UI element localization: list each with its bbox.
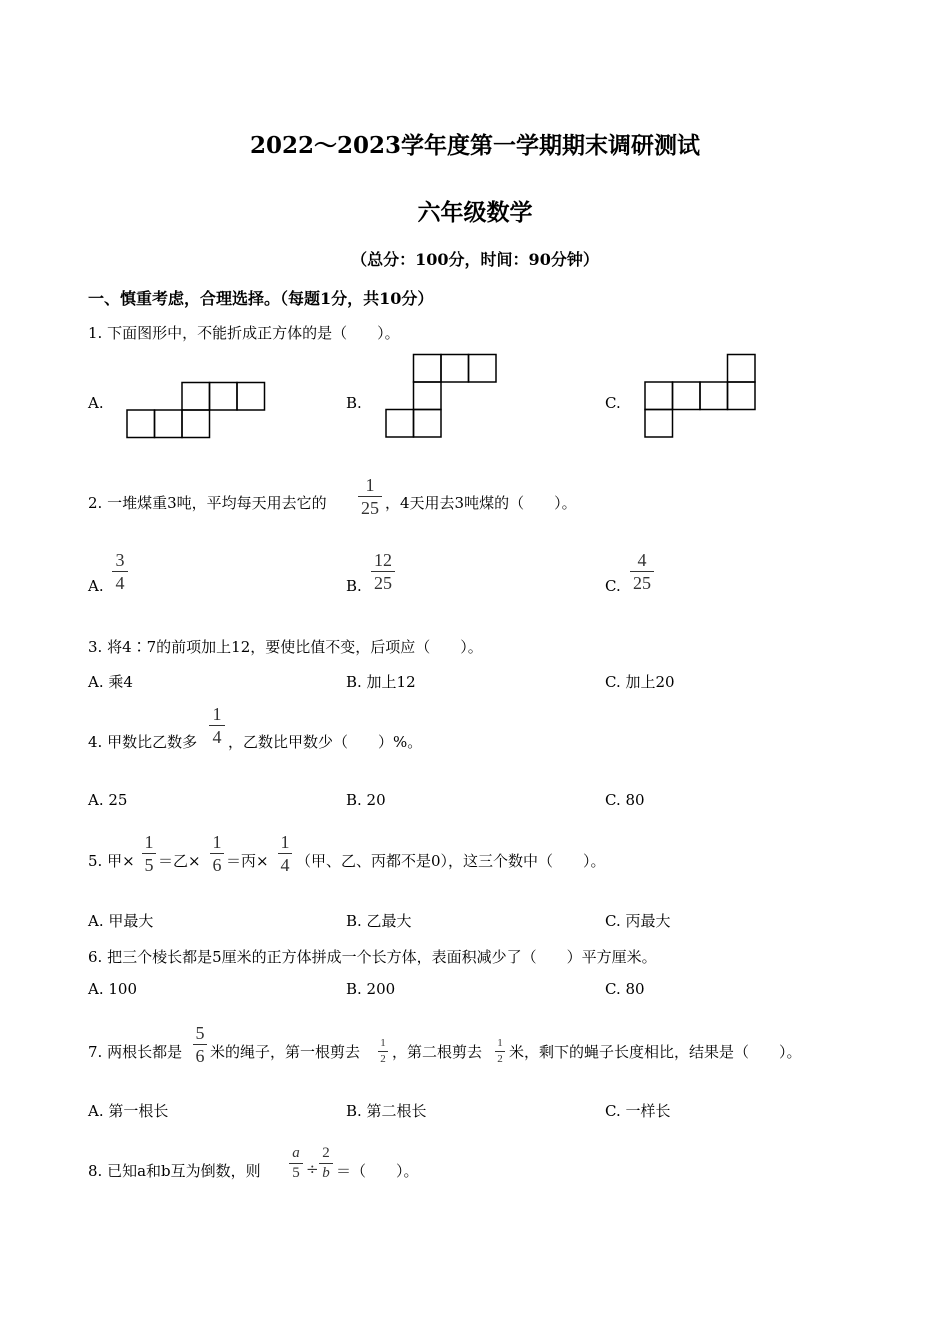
section-heading: 一、慎重考虑，合理选择。（每题1分，共10分） (88, 289, 434, 308)
q4-fraction (209, 705, 225, 746)
q4-fraction-den: 4 (212, 727, 222, 747)
q3-option-a[interactable]: A. 乘4 (88, 673, 133, 691)
question-3: 3. 将4∶7的前项加上12，要使比值不变，后项应（ ）。 (88, 638, 483, 656)
q8-divide-sign: ÷ (306, 1160, 319, 1178)
q7-f2-num: 1 (380, 1037, 386, 1049)
q3-option-b[interactable]: B. 加上12 (346, 673, 416, 691)
q7-option-a[interactable]: A. 第一根长 (88, 1102, 169, 1120)
q1-option-b[interactable]: B. (346, 394, 362, 412)
q7-f2-den: 2 (380, 1053, 386, 1065)
q7-fraction-3 (495, 1038, 505, 1065)
q4-option-c[interactable]: C. 80 (605, 791, 645, 809)
question-7-part1: 7. 两根长都是 (88, 1043, 183, 1061)
page-title: 2022～2023学年度第一学期期末调研测试 (249, 132, 701, 159)
q2-option-a-fraction (112, 551, 128, 592)
q8-f2-den: b (322, 1165, 330, 1181)
q5-f1-num: 1 (144, 832, 154, 852)
q7-fraction-2 (378, 1038, 388, 1065)
q1-net-b (384, 353, 500, 441)
page-subtitle: 六年级数学 (417, 199, 533, 226)
q2-fraction-num: 1 (365, 475, 375, 495)
question-4-tail: ，乙数比甲数少（ ）%。 (228, 733, 423, 751)
question-6: 6. 把三个棱长都是5厘米的正方体拼成一个长方体，表面积减少了（ ）平方厘米。 (88, 948, 657, 966)
q8-f1-num: a (292, 1145, 300, 1161)
q2-b-num: 12 (374, 550, 392, 570)
q2-a-num: 3 (115, 550, 125, 570)
q7-fraction-1 (193, 1024, 207, 1065)
q2-option-b-fraction (371, 551, 395, 592)
question-7-part2: 米的绳子，第一根剪去 (210, 1043, 361, 1061)
question-8-part1: 8. 已知a和b互为倒数，则 (88, 1162, 261, 1180)
question-8-part2: ＝（ ）。 (336, 1162, 419, 1180)
q5-f3-num: 1 (280, 832, 290, 852)
q7-f3-num: 1 (497, 1037, 503, 1049)
q5-f1-den: 5 (144, 855, 154, 875)
q2-fraction (358, 476, 382, 517)
q5-option-a[interactable]: A. 甲最大 (88, 912, 154, 930)
question-5-part4: （甲、乙、丙都不是0），这三个数中（ ）。 (296, 852, 606, 870)
q3-option-c[interactable]: C. 加上20 (605, 673, 675, 691)
q4-fraction-num: 1 (212, 704, 222, 724)
q7-f3-den: 2 (497, 1053, 503, 1065)
q6-option-a[interactable]: A. 100 (88, 980, 137, 998)
q5-fraction-3 (278, 833, 292, 874)
q6-option-b[interactable]: B. 200 (346, 980, 396, 998)
q6-option-c[interactable]: C. 80 (605, 980, 645, 998)
q2-fraction-den: 25 (361, 498, 379, 518)
q8-fraction-2 (319, 1146, 333, 1181)
q2-b-den: 25 (374, 573, 392, 593)
q7-f1-den: 6 (195, 1046, 205, 1066)
q1-option-c[interactable]: C. (605, 394, 621, 412)
question-7-part4: 米，剩下的蝇子长度相比，结果是（ ）。 (509, 1043, 802, 1061)
q8-f2-num: 2 (322, 1145, 330, 1161)
q2-option-a-label[interactable]: A. (88, 577, 104, 595)
question-5-part2: ＝乙× (158, 852, 201, 870)
question-4-stem: 4. 甲数比乙数多 (88, 733, 198, 751)
q1-option-a[interactable]: A. (88, 394, 104, 412)
q8-fraction-1 (289, 1146, 303, 1181)
q2-option-b-label[interactable]: B. (346, 577, 362, 595)
q5-f2-den: 6 (212, 855, 222, 875)
q8-f1-den: 5 (292, 1165, 300, 1181)
q5-option-c[interactable]: C. 丙最大 (605, 912, 671, 930)
q5-f2-num: 1 (212, 832, 222, 852)
question-1: 1. 下面图形中，不能折成正方体的是（ ）。 (88, 324, 400, 342)
q2-option-c-fraction (630, 551, 654, 592)
q7-f1-num: 5 (195, 1023, 205, 1043)
q2-a-den: 4 (115, 573, 125, 593)
question-7-part3: ，第二根剪去 (392, 1043, 483, 1061)
q1-net-a (125, 381, 267, 441)
q4-option-b[interactable]: B. 20 (346, 791, 386, 809)
q5-f3-den: 4 (280, 855, 290, 875)
question-2-tail: ，4天用去3吨煤的（ ）。 (385, 494, 577, 512)
q1-net-c (643, 353, 759, 441)
q2-c-den: 25 (633, 573, 651, 593)
question-2-stem: 2. 一堆煤重3吨，平均每天用去它的 (88, 494, 327, 512)
q2-c-num: 4 (637, 550, 647, 570)
q2-option-c-label[interactable]: C. (605, 577, 621, 595)
q7-option-b[interactable]: B. 第二根长 (346, 1102, 427, 1120)
q5-fraction-2 (210, 833, 224, 874)
q5-fraction-1 (142, 833, 156, 874)
q5-option-b[interactable]: B. 乙最大 (346, 912, 412, 930)
q4-option-a[interactable]: A. 25 (88, 791, 128, 809)
exam-meta: （总分：100分，时间：90分钟） (351, 250, 599, 269)
question-5-part1: 5. 甲× (88, 852, 135, 870)
q7-option-c[interactable]: C. 一样长 (605, 1102, 671, 1120)
question-5-part3: ＝丙× (226, 852, 269, 870)
